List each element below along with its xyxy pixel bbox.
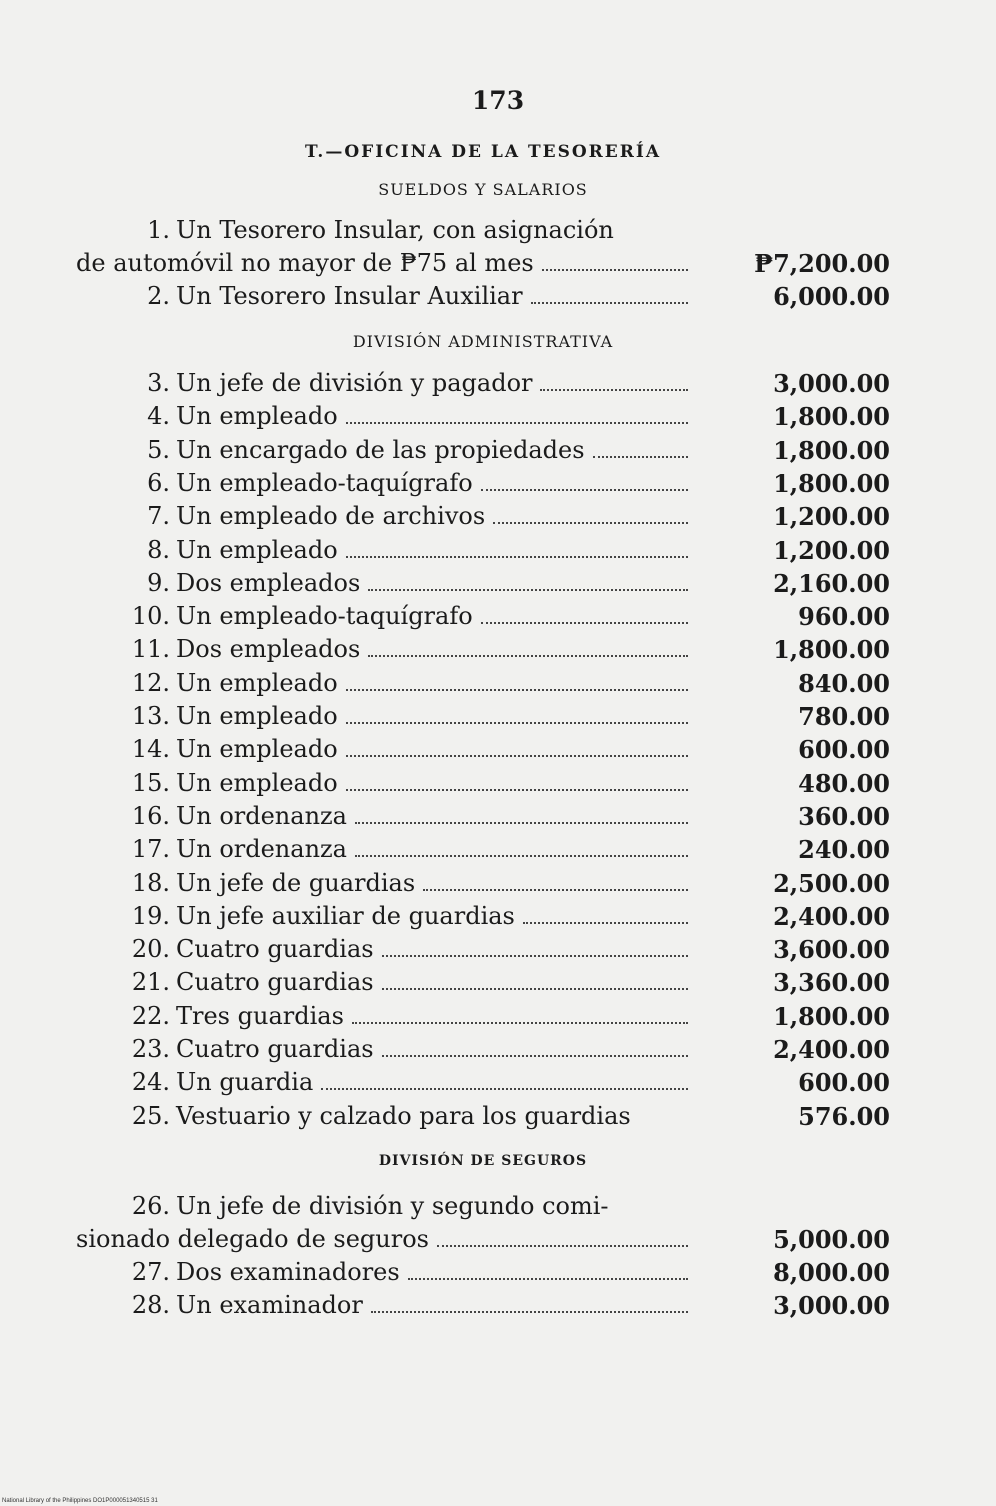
section-heading: T.—OFICINA DE LA TESORERÍA: [304, 142, 662, 162]
item-number: 19.: [131, 901, 170, 930]
item-number: 11.: [131, 635, 170, 664]
dot-leader: [540, 388, 688, 391]
item-number: 6.: [147, 468, 170, 497]
item-amount: 3,600.00: [773, 935, 890, 965]
item-amount: 2,400.00: [773, 901, 890, 931]
item-number: 21.: [131, 968, 170, 997]
item-label: Cuatro guardias: [176, 1035, 374, 1063]
item-label: Un Tesorero Insular, con asignación: [176, 216, 614, 244]
admin-item-row: [76, 534, 890, 567]
item-amount: 1,800.00: [773, 435, 890, 465]
item-amount: 1,800.00: [773, 635, 890, 665]
item-27: [76, 1256, 890, 1289]
admin-item-row: [76, 1066, 890, 1099]
item-amount: 576.00: [798, 1101, 890, 1131]
dot-leader: [593, 455, 688, 458]
admin-item-row: [76, 567, 890, 600]
item-amount: 8,000.00: [773, 1258, 890, 1287]
dot-leader: [493, 521, 688, 524]
item-amount: 3,000.00: [773, 1291, 890, 1320]
admin-item-row: [76, 700, 890, 733]
item-number: 15.: [131, 768, 170, 797]
item-amount: 1,800.00: [773, 1001, 890, 1031]
item-label: Un empleado: [176, 402, 338, 431]
dot-leader: [355, 821, 688, 824]
item-label: Un jefe de división y segundo comi-: [176, 1192, 609, 1220]
dot-leader: [523, 921, 688, 924]
item-number: 4.: [147, 402, 170, 431]
item-label: Un jefe de división y pagador: [176, 369, 533, 397]
dot-leader: [346, 688, 688, 691]
item-amount: 600.00: [798, 1068, 890, 1098]
dot-leader: [346, 721, 688, 724]
item-number: 5.: [147, 435, 170, 464]
item-label: Cuatro guardias: [176, 968, 374, 997]
item-amount: 840.00: [798, 668, 890, 698]
dot-leader: [382, 1054, 688, 1057]
dot-leader: [382, 954, 688, 957]
item-amount: 1,800.00: [773, 468, 890, 498]
item-label: Un jefe de guardias: [176, 868, 416, 897]
item-label: Tres guardias: [176, 1001, 344, 1030]
admin-item-row: [76, 633, 890, 666]
item-label: Un Tesorero Insular Auxiliar: [176, 282, 523, 310]
item-number: 14.: [131, 735, 170, 764]
admin-item-row: [76, 966, 890, 999]
item-amount: 1,200.00: [773, 502, 890, 532]
subheading-admin: DIVISIÓN ADMINISTRATIVA: [352, 332, 614, 351]
admin-item-row: [76, 833, 890, 866]
dot-leader: [321, 1087, 688, 1090]
dot-leader: [346, 754, 688, 757]
dot-leader: [437, 1244, 688, 1247]
dot-leader: [382, 987, 688, 990]
dot-leader: [423, 888, 688, 891]
item-label: Un empleado: [176, 535, 338, 564]
item-number: 18.: [131, 868, 170, 897]
item-number: 26.: [131, 1192, 170, 1220]
subheading-insurance: DIVISIÓN DE SEGUROS: [378, 1153, 588, 1169]
item-1-line-1: [76, 214, 688, 247]
item-label: Un ordenanza: [176, 801, 347, 830]
item-number: 22.: [131, 1001, 170, 1030]
item-label: Un empleado: [176, 735, 338, 764]
item-number: 25.: [131, 1101, 170, 1130]
item-label: Un empleado: [176, 768, 338, 797]
item-amount: 3,000.00: [773, 369, 890, 398]
item-number: 28.: [131, 1291, 170, 1319]
item-number: 20.: [131, 935, 170, 964]
admin-item-row: [76, 1033, 890, 1066]
item-amount: 600.00: [798, 735, 890, 765]
item-label: de automóvil no mayor de ₱75 al mes: [76, 249, 534, 277]
item-amount: 1,800.00: [773, 402, 890, 432]
item-label: Dos examinadores: [176, 1258, 400, 1286]
admin-item-row: [76, 434, 890, 467]
item-number: 10.: [131, 602, 170, 631]
admin-item-row: [76, 800, 890, 833]
admin-item-row: [76, 667, 890, 700]
admin-item-row: [76, 1000, 890, 1033]
item-label: Un examinador: [176, 1291, 363, 1319]
item-number: 1.: [147, 216, 170, 244]
item-number: 9.: [147, 568, 170, 597]
dot-leader: [346, 421, 688, 424]
item-26-line-2: [76, 1223, 890, 1256]
item-number: 2.: [147, 282, 170, 310]
item-amount: 960.00: [798, 602, 890, 632]
item-label: Un jefe auxiliar de guardias: [176, 901, 515, 930]
dot-leader: [368, 654, 688, 657]
item-amount: 2,500.00: [773, 868, 890, 898]
item-1-line-2: [76, 247, 890, 280]
admin-item-row: [76, 600, 890, 633]
dot-leader: [346, 788, 688, 791]
item-label: Un guardia: [176, 1068, 314, 1097]
admin-item-row: [76, 733, 890, 766]
subheading-salaries: SUELDOS Y SALARIOS: [378, 180, 588, 199]
footer-credit: National Library of the Philippines DO1P000051340515 31: [2, 1498, 158, 1504]
dot-leader: [408, 1277, 688, 1280]
dot-leader: [481, 488, 688, 491]
item-label: Cuatro guardias: [176, 935, 374, 964]
item-label: Dos empleados: [176, 635, 361, 664]
item-label: Un empleado-taquígrafo: [176, 468, 473, 497]
item-label: Un ordenanza: [176, 835, 347, 864]
item-28: [76, 1289, 890, 1322]
item-number: 3.: [147, 369, 170, 397]
dot-leader: [368, 588, 688, 591]
item-amount: ₱7,200.00: [754, 249, 890, 278]
item-label: Dos empleados: [176, 568, 361, 597]
admin-item-row: [76, 467, 890, 500]
item-label: sionado delegado de seguros: [76, 1225, 429, 1253]
item-amount: 780.00: [798, 702, 890, 731]
item-label: Un empleado-taquígrafo: [176, 602, 473, 631]
dot-leader: [531, 301, 688, 304]
item-number: 27.: [131, 1258, 170, 1286]
dot-leader: [355, 854, 688, 857]
item-label: Un empleado de archivos: [176, 502, 486, 531]
item-number: 8.: [147, 535, 170, 564]
page-number: 173: [471, 86, 525, 115]
item-number: 23.: [131, 1035, 170, 1063]
admin-item-row: [76, 1100, 890, 1133]
item-amount: 2,400.00: [773, 1035, 890, 1064]
item-amount: 480.00: [798, 768, 890, 798]
item-amount: 6,000.00: [773, 282, 890, 311]
item-label: Un empleado: [176, 668, 338, 697]
dot-leader: [346, 555, 688, 558]
item-26-line-1: [76, 1190, 688, 1223]
admin-item-row: [76, 767, 890, 800]
admin-item-row: [76, 367, 890, 400]
admin-item-row: [76, 867, 890, 900]
admin-item-row: [76, 400, 890, 433]
item-label: Un encargado de las propiedades: [176, 435, 585, 464]
item-amount: 3,360.00: [773, 968, 890, 998]
item-amount: 2,160.00: [773, 568, 890, 598]
item-label: Vestuario y calzado para los guardias: [176, 1101, 631, 1130]
item-number: 17.: [131, 835, 170, 864]
item-number: 16.: [131, 801, 170, 830]
admin-item-row: [76, 500, 890, 533]
admin-item-row: [76, 933, 890, 966]
dot-leader: [352, 1021, 688, 1024]
item-amount: 360.00: [798, 801, 890, 831]
item-amount: 240.00: [798, 835, 890, 865]
item-amount: 1,200.00: [773, 535, 890, 565]
item-number: 13.: [131, 702, 170, 730]
item-2: [76, 280, 890, 313]
dot-leader: [542, 268, 688, 271]
item-amount: 5,000.00: [773, 1225, 890, 1254]
dot-leader: [481, 621, 688, 624]
dot-leader: [371, 1310, 688, 1313]
admin-item-row: [76, 900, 890, 933]
item-number: 24.: [131, 1068, 170, 1097]
item-number: 12.: [131, 668, 170, 697]
item-label: Un empleado: [176, 702, 338, 730]
item-number: 7.: [147, 502, 170, 531]
